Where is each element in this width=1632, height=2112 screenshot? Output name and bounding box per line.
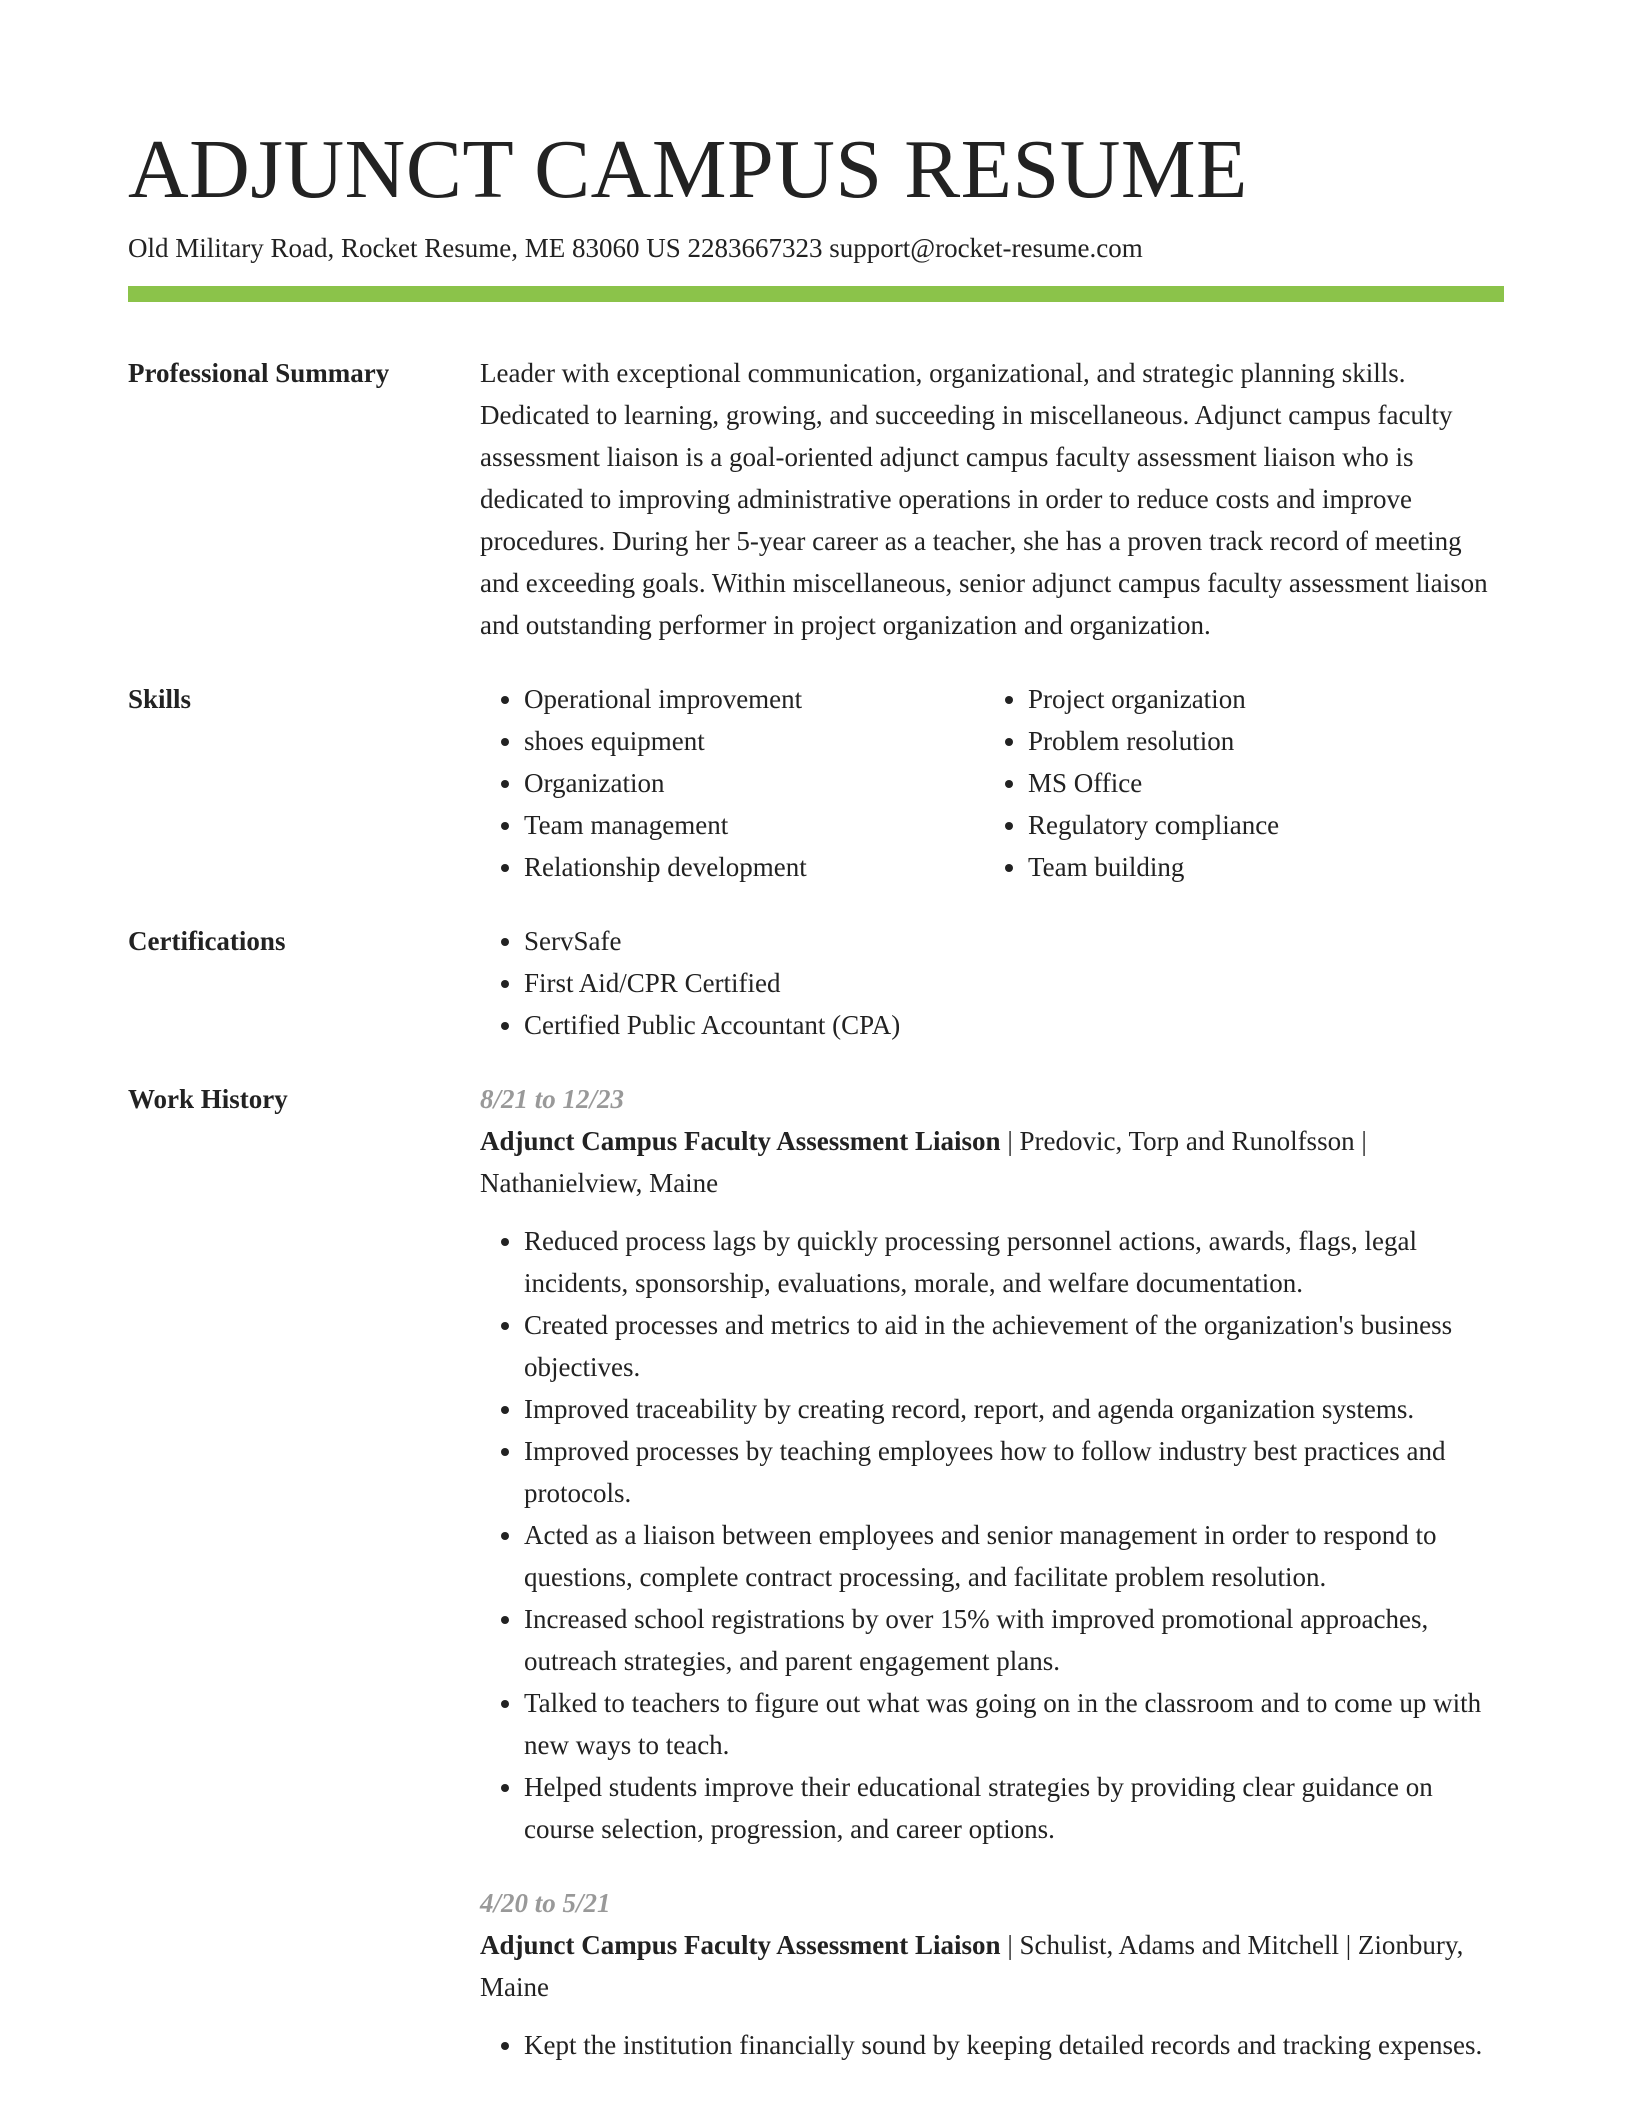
job-bullet: • Improved traceability by creating record, report, and agenda organization systems. [524,1388,1504,1430]
job-heading [480,1120,1504,1204]
section-label-work-history: Work History [128,1084,288,1114]
job-bullet: • Created processes and metrics to aid in the achievement of the organization's business objectives. [524,1304,1504,1388]
job-entry [480,1078,1504,1850]
skill-item: • shoes equipment [524,720,984,762]
skill-item: • Relationship development [524,846,984,888]
job-bullet: • Increased school registrations by over 15% with improved promotional approaches, outreach strategies, and parent engagement plans. [524,1598,1504,1682]
job-bullets [480,1220,1504,1850]
skill-item: • Problem resolution [1028,720,1488,762]
job-bullet: • Talked to teachers to figure out what was going on in the classroom and to come up with new ways to teach. [524,1682,1504,1766]
job-bullet: • Acted as a liaison between employees and senior management in order to respond to questions, complete contract processing, and facilitate problem resolution. [524,1514,1504,1598]
work-history-section [128,1078,1504,2066]
job-bullet: • Improved processes by teaching employees how to follow industry best practices and protocols. [524,1430,1504,1514]
summary-section [128,352,1504,646]
certifications-section [128,920,1504,1046]
job-company-location: | Predovic, Torp and Runolfsson | Nathanielview, Maine [480,1126,1367,1198]
contact-line: Old Military Road, Rocket Resume, ME 83060 US 2283667323 support@rocket-resume.com [128,233,1143,263]
skill-item: • Team management [524,804,984,846]
job-bullets [480,2024,1504,2066]
skills-column-right [984,678,1488,888]
certification-item: • ServSafe [524,920,1504,962]
job-bullet: • Kept the institution financially sound by keeping detailed records and tracking expenses. [524,2024,1504,2066]
certifications-list [480,920,1504,1046]
job-bullet: • Helped students improve their educational strategies by providing clear guidance on course selection, progression, and career options. [524,1766,1504,1850]
skill-item: • Team building [1028,846,1488,888]
section-label-summary: Professional Summary [128,358,390,388]
skills-section [128,678,1504,888]
skills-column-left [480,678,984,888]
job-dates: 8/21 to 12/23 [480,1084,625,1114]
job-entry [480,1882,1504,2066]
summary-text: Leader with exceptional communication, organizational, and strategic planning skills. Dedicated to learning, growing, and succeeding in miscellaneous. Adjunct campus faculty assessment liaison is a goal-oriented adjunct campus faculty assessment liaison who is dedicated to improving administrative operations in order to reduce costs and improve procedures. During her 5-year career as a teacher, she has a proven track record of meeting and exceeding goals. Within miscellaneous, senior adjunct campus faculty assessment liaison and outstanding performer in project organization and organization. [480,358,1488,640]
job-heading [480,1924,1504,2008]
skill-item: • Organization [524,762,984,804]
skill-item: • Regulatory compliance [1028,804,1488,846]
job-title: Adjunct Campus Faculty Assessment Liaison [480,1126,1001,1156]
skill-item: • Operational improvement [524,678,984,720]
job-bullet: • Reduced process lags by quickly processing personnel actions, awards, flags, legal incidents, sponsorship, evaluations, morale, and welfare documentation. [524,1220,1504,1304]
certification-item: • First Aid/CPR Certified [524,962,1504,1004]
resume-title: ADJUNCT CAMPUS RESUME [128,123,1248,216]
skills-grid [480,678,1504,888]
section-label-certifications: Certifications [128,926,286,956]
section-label-skills: Skills [128,684,192,714]
skill-item: • Project organization [1028,678,1488,720]
certification-item: • Certified Public Accountant (CPA) [524,1004,1504,1046]
job-company-location: | Schulist, Adams and Mitchell | Zionbury, Maine [480,1930,1464,2002]
job-dates: 4/20 to 5/21 [480,1888,611,1918]
skill-item: • MS Office [1028,762,1488,804]
job-title: Adjunct Campus Faculty Assessment Liaison [480,1930,1001,1960]
resume-page [128,120,1504,2066]
header-divider [128,286,1504,302]
